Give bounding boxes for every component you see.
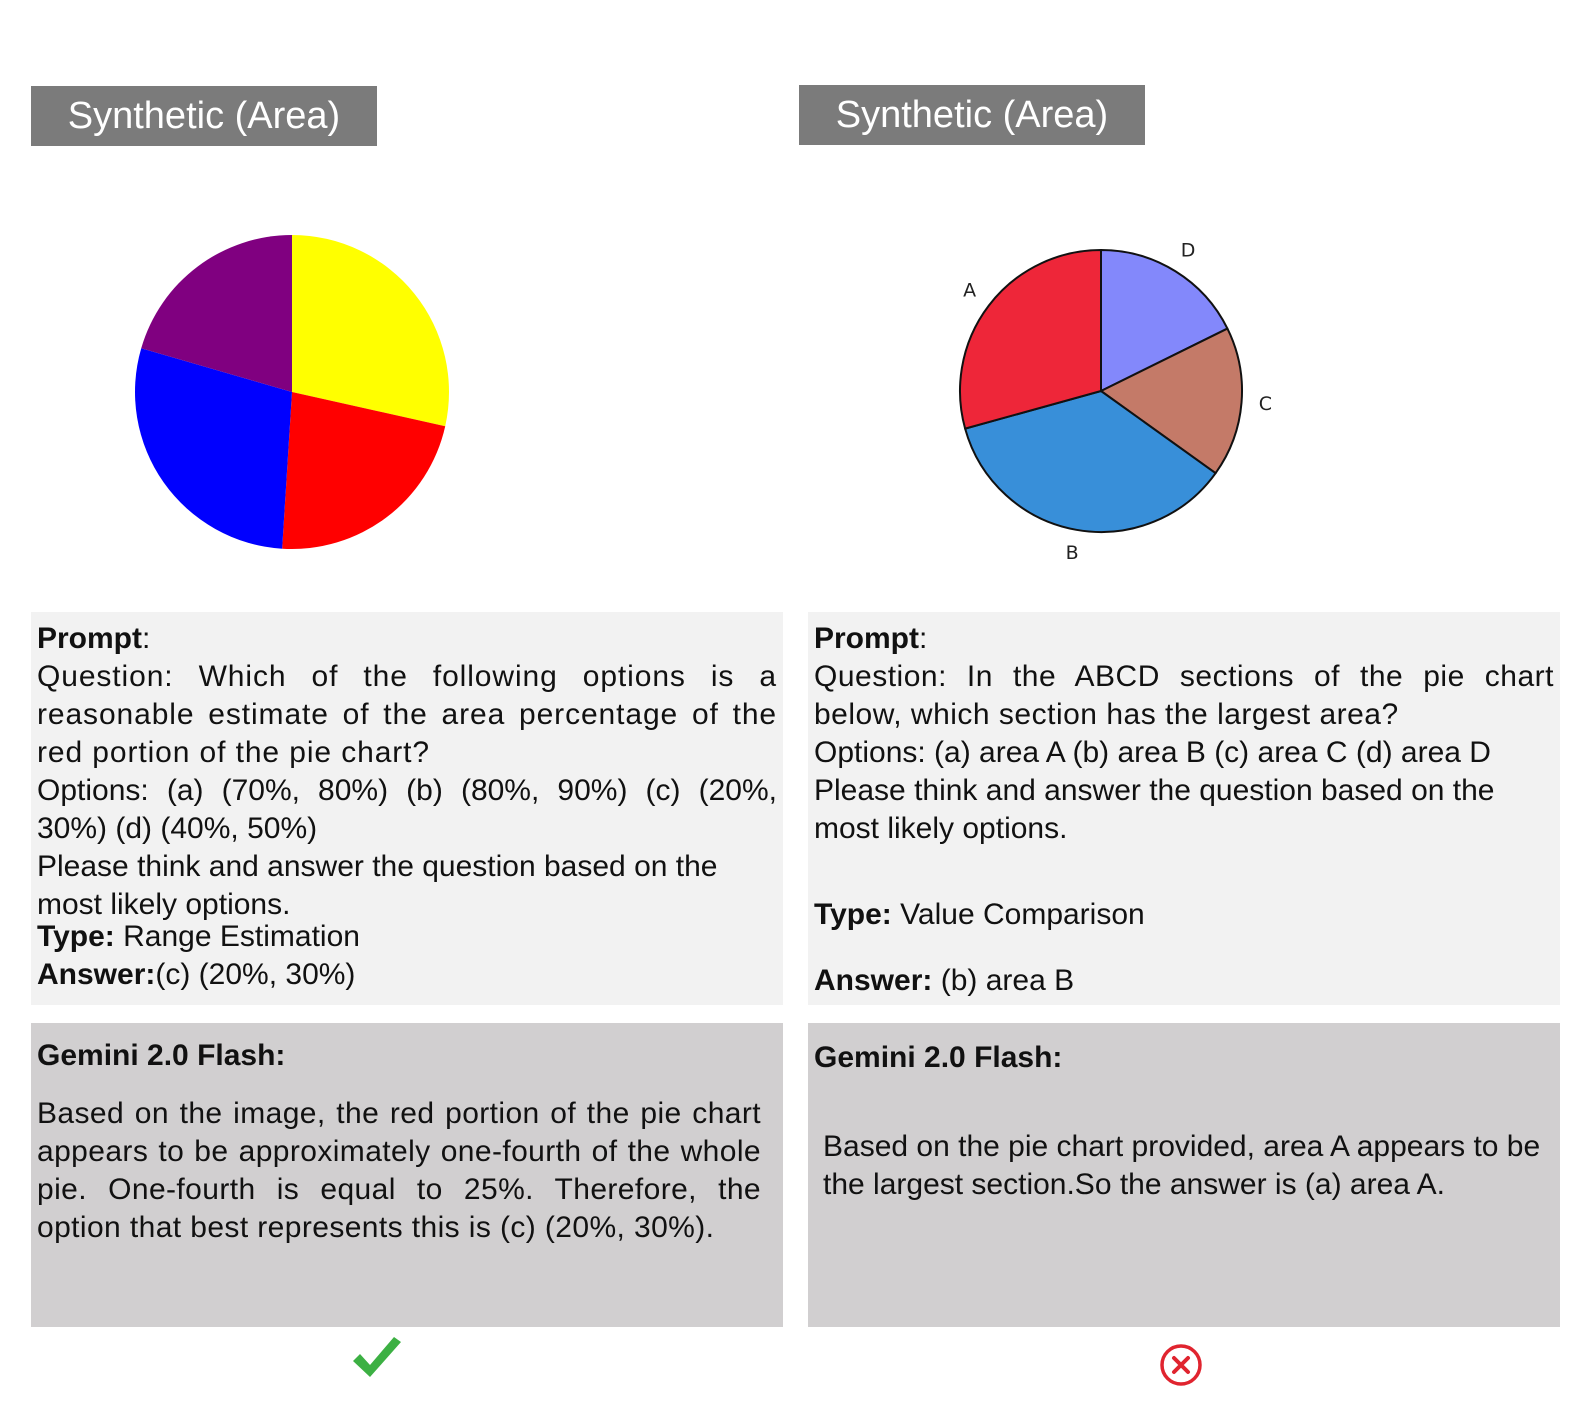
model-response-box [31,1023,783,1327]
answer-value: (c) (20%, 30%) [155,958,356,991]
pie-chart [120,220,465,565]
model-response-text: Based on the image, the red portion of the pie chart appears to be approximately one-fourth of the whole pie. One-fourth is equal to 25%. Therefore, the option that best represents this is (c) (20%, 30%). [37,1097,761,1244]
model-response-text: Based on the pie chart provided, area A appears to be the largest section.So the answer is (a) area A. [823,1130,1541,1201]
pie-chart [930,220,1300,580]
question-text: Question: Which of the following options is a reasonable estimate of the area percentage of the red portion of the pie chart? [37,660,777,769]
slice-label: B [1065,541,1079,564]
options-text: Options: (a) area A (b) area B (c) area C (d) area D [814,736,1491,769]
prompt-label: Prompt [814,622,919,655]
prompt-box: Prompt: Question: In the ABCD sections of the pie chart below, which section has the largest area? Options: (a) area A (b) area B (c) area C (d) area D Please think and answer the question based on the most likely options. Type: Value Comparison Answer: (b) area B [808,612,1560,1005]
instruction-text: Please think and answer the question based on the most likely options. [37,850,718,921]
options-text: Options: (a) (70%, 80%) (b) (80%, 90%) (c) (20%, 30%) (d) (40%, 50%) [37,774,777,845]
type-value: Range Estimation [123,920,360,953]
type-value: Value Comparison [900,898,1145,931]
prompt-box: Prompt: Question: Which of the following options is a reasonable estimate of the area percentage of the red portion of the pie chart? Options: (a) (70%, 80%) (b) (80%, 90%) (c) (20%, 30%) (d) (40%, 50%) Please think and answer the question based on the most likely options. Type: Range Estimation Answer:(c) (20%, 30%) [31,612,783,1005]
instruction-text: Please think and answer the question based on the most likely options. [814,774,1495,845]
prompt-label: Prompt [37,622,142,655]
dataset-tag: Synthetic (Area) [31,86,377,146]
model-label: Gemini 2.0 Flash: [814,1041,1063,1074]
circled-x-icon [1158,1342,1204,1388]
model-response-box [808,1023,1560,1327]
checkmark-icon [350,1337,404,1381]
answer-label: Answer: [814,964,933,997]
question-text: Question: In the ABCD sections of the pie chart below, which section has the largest area? [814,660,1554,731]
slice-label: C [1258,392,1273,415]
answer-label: Answer: [37,958,156,991]
slice-label: D [1180,239,1196,262]
type-label: Type: [814,898,892,931]
dataset-tag: Synthetic (Area) [799,85,1145,145]
answer-value: (b) area B [940,964,1075,997]
model-label: Gemini 2.0 Flash: [37,1039,286,1072]
type-label: Type: [37,920,115,953]
slice-label: A [963,279,977,302]
